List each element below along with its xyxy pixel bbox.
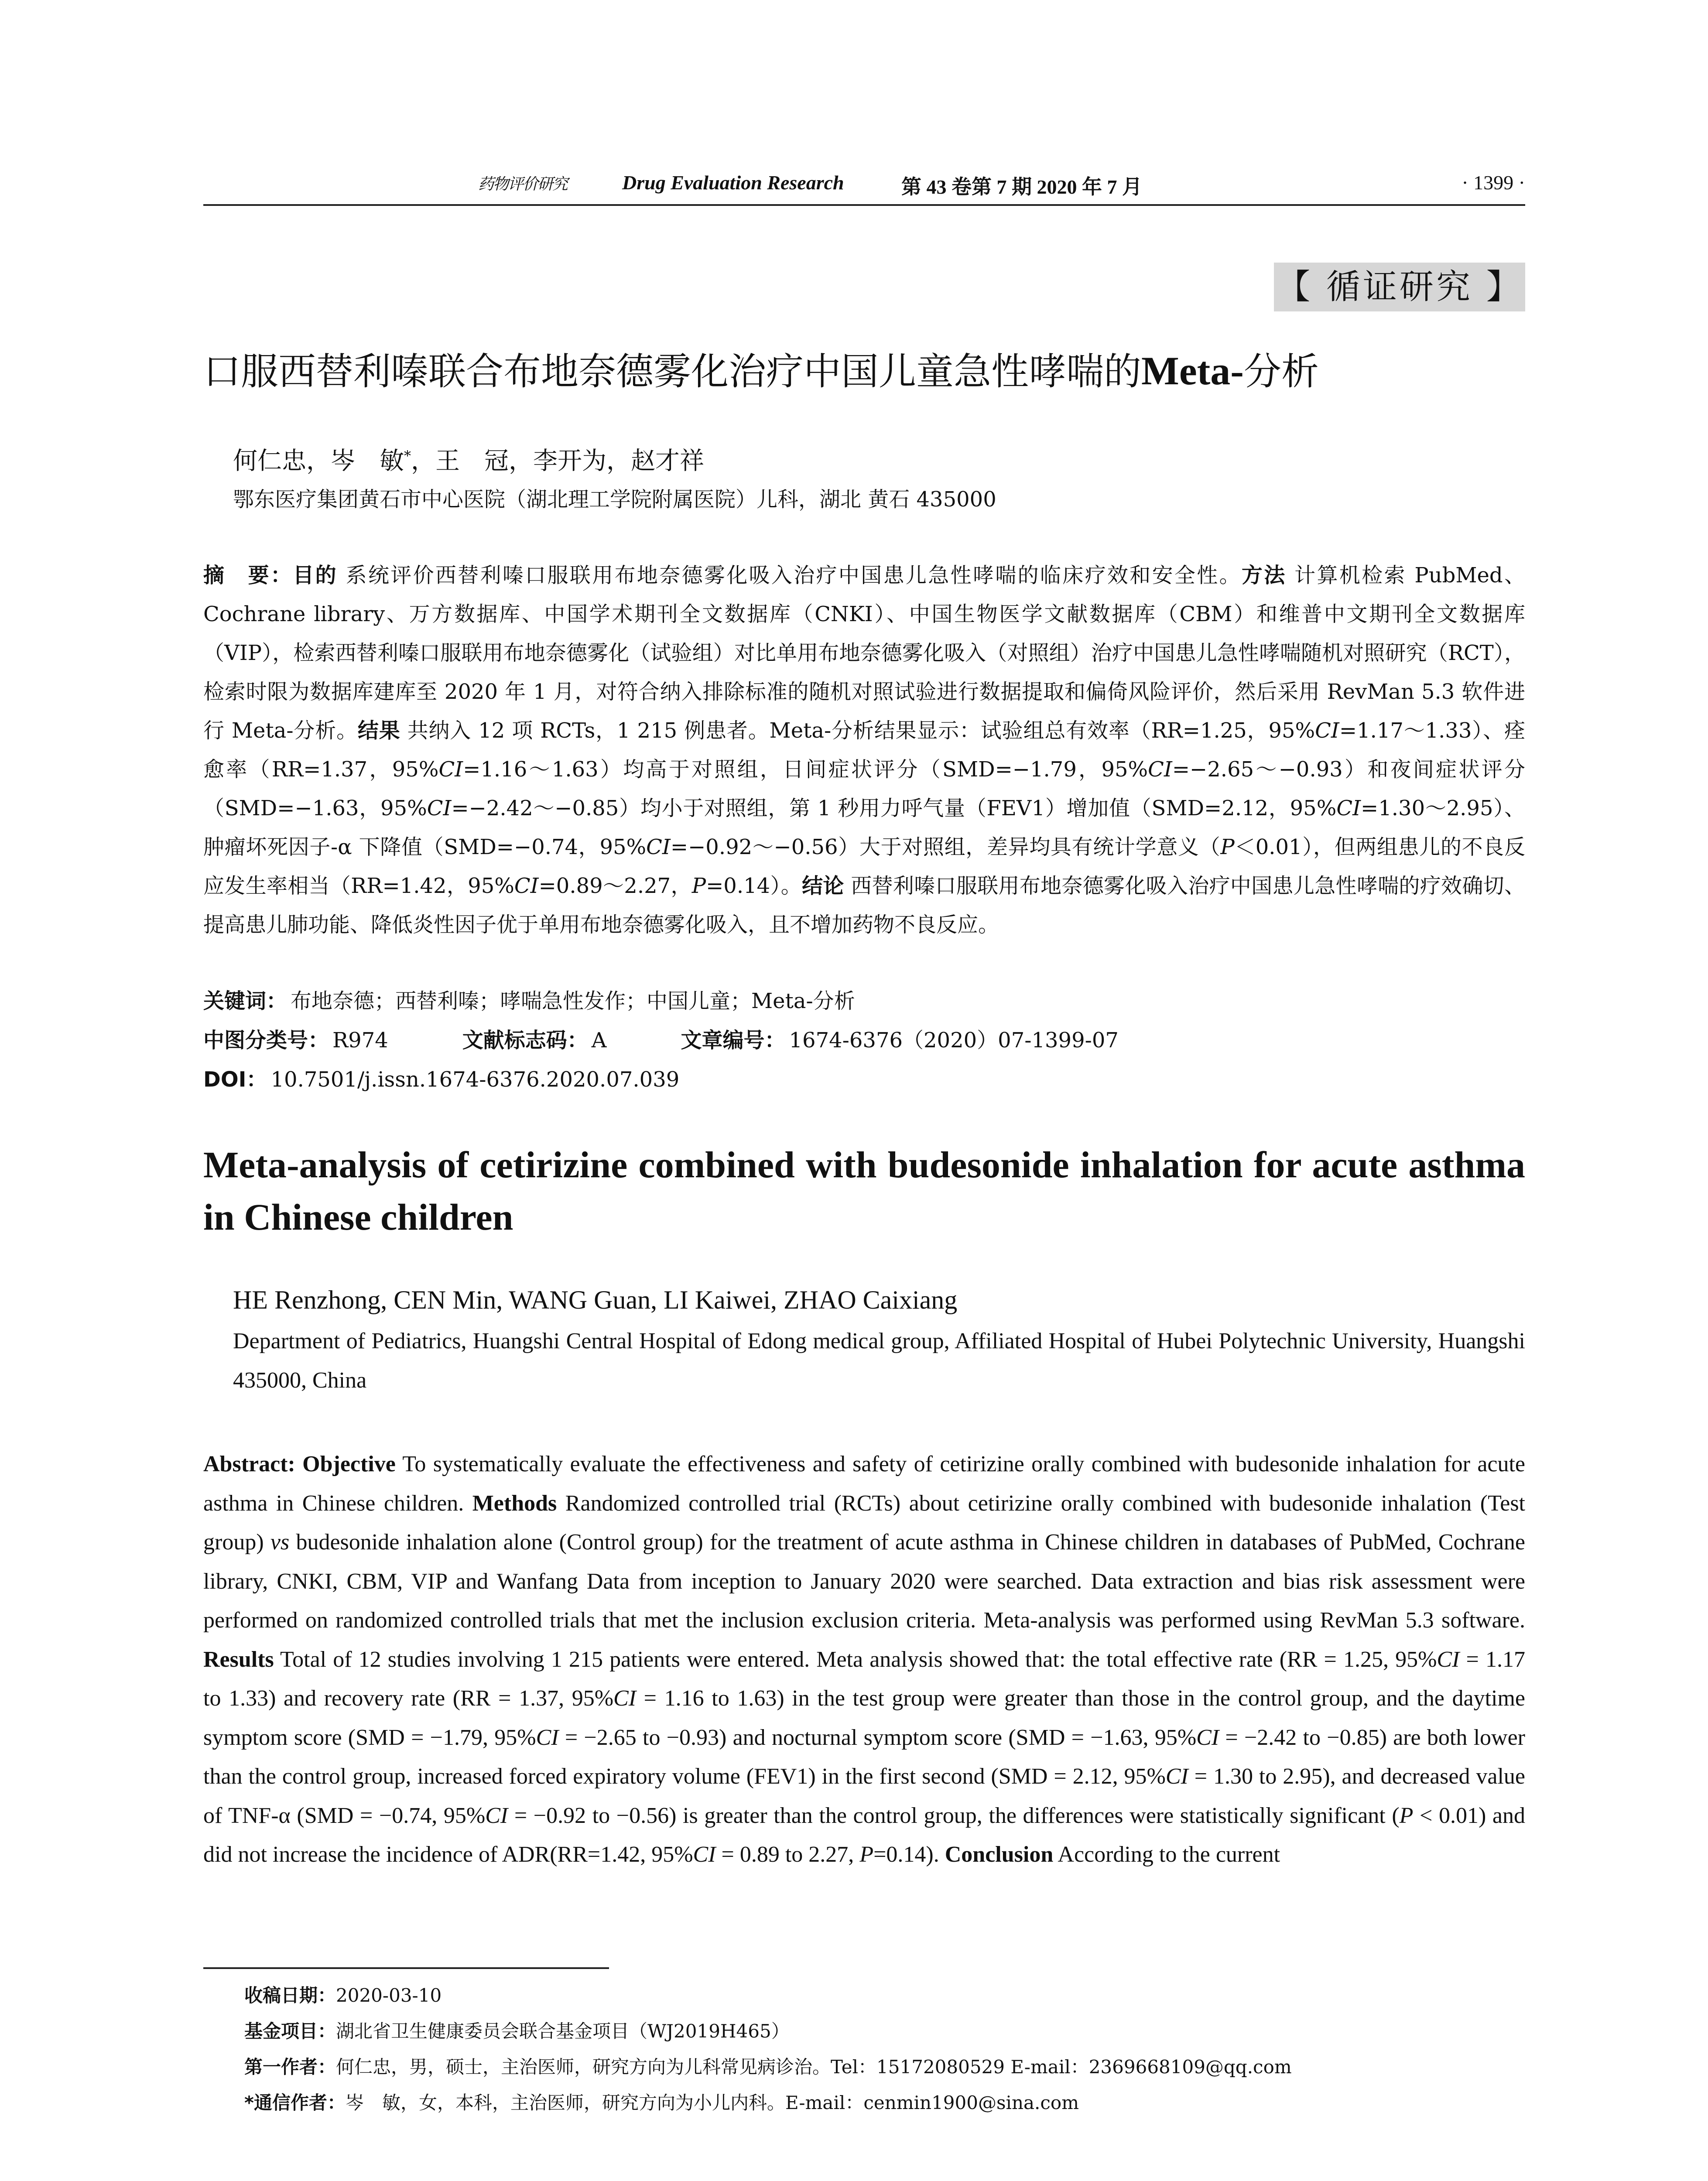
footnote-text: 岑 敏，女，本科，主治医师，研究方向为小儿内科。E-mail：cenmin1900@sina.com bbox=[345, 2092, 1079, 2113]
cn-results-text: =1.16～1.63）均高于对照组，日间症状评分（SMD=−1.79，95% bbox=[463, 757, 1148, 782]
footnote-text: 2020-03-10 bbox=[336, 1985, 442, 2006]
en-objective-label: Objective bbox=[302, 1452, 396, 1477]
en-methods-text: budesonide inhalation alone (Control group) for the treatment of acute asthma in Chinese children in databases of PubMed, Cochrane library, CNKI, CBM, VIP and Wanfang Data from inception to January 2020 were searched. Data extraction and bias risk assessment were performed on randomized controlled trials that met the inclusion exclusion criteria. Meta-analysis was performed using RevMan 5.3 software. bbox=[203, 1530, 1525, 1633]
journal-name: Drug Evaluation Research bbox=[622, 171, 844, 194]
en-results-text: = 1.30 to 2.95), and decreased value of TNF-α (SMD = −0.74, 95% bbox=[203, 1764, 1525, 1828]
cn-keywords bbox=[203, 986, 1525, 1016]
cn-conclusion-text: 西替利嗪口服联用布地奈德雾化吸入治疗中国患儿急性哮喘的疗效确切、提高患儿肺功能、降低炎性因子优于单用布地奈德雾化吸入，且不增加药物不良反应。 bbox=[203, 874, 1525, 937]
en-results-text: =0.14). bbox=[873, 1842, 945, 1867]
p-symbol: P bbox=[1220, 835, 1235, 859]
ci-symbol: CI bbox=[427, 796, 452, 820]
en-abstract bbox=[203, 1445, 1525, 1874]
en-objective-text: To systematically evaluate the effectiveness and safety of cetirizine orally combined with budesonide inhalation for acute asthma in Chinese children. bbox=[203, 1452, 1526, 1516]
en-methods-text: Randomized controlled trial (RCTs) about cetirizine orally combined with budesonide inhalation (Test group) bbox=[203, 1490, 1525, 1555]
cn-authors-b: ，王 冠，李开为，赵才祥 bbox=[411, 447, 704, 475]
cn-conclusion-label: 结论 bbox=[802, 874, 844, 898]
vs-symbol: vs bbox=[270, 1530, 290, 1555]
cn-results-text: =1.30～2.95）、肿瘤坏死因子-α 下降值（SMD=−0.74，95% bbox=[203, 796, 1525, 859]
section-tag: 【 循证研究 】 bbox=[1274, 263, 1525, 311]
cn-results-text: =−2.42～−0.85）均小于对照组，第 1 秒用力呼气量（FEV1）增加值（SMD=2.12，95% bbox=[451, 796, 1337, 820]
footnote-rule bbox=[203, 1967, 609, 1969]
clc-value: R974 bbox=[332, 1028, 388, 1053]
article-no-value: 1674-6376（2020）07-1399-07 bbox=[789, 1028, 1119, 1053]
en-results-text: = −2.65 to −0.93) and nocturnal symptom score (SMD = −1.63, 95% bbox=[558, 1725, 1197, 1750]
en-results-text: = −2.42 to −0.85) are both lower than the control group, increased forced expiratory volume (FEV1) in the first second (SMD = 2.12, 95% bbox=[203, 1725, 1525, 1789]
ci-symbol: CI bbox=[1437, 1647, 1460, 1672]
ci-symbol: CI bbox=[1336, 796, 1361, 820]
cn-results-text: =−2.65～−0.93）和夜间症状评分（SMD=−1.63，95% bbox=[203, 757, 1525, 820]
footnote-first-author bbox=[244, 2054, 1292, 2080]
en-results-text: Total of 12 studies involving 1 215 patients were entered. Meta analysis showed that: the total effective rate (RR = 1.25, 95% bbox=[274, 1647, 1437, 1672]
corresponding-mark: * bbox=[404, 448, 411, 464]
cn-results-label: 结果 bbox=[357, 718, 400, 743]
en-authors: HE Renzhong, CEN Min, WANG Guan, LI Kaiwei, ZHAO Caixiang bbox=[233, 1285, 958, 1314]
cn-methods-label: 方法 bbox=[1241, 563, 1287, 588]
en-title: Meta-analysis of cetirizine combined with budesonide inhalation for acute asthma in Chinese children bbox=[203, 1144, 1525, 1238]
clc-label: 中图分类号： bbox=[203, 1028, 329, 1053]
footnote-text: 湖北省卫生健康委员会联合基金项目（WJ2019H465） bbox=[336, 2020, 790, 2042]
doi-label: DOI： bbox=[203, 1067, 267, 1092]
article-no-label: 文章编号： bbox=[681, 1028, 786, 1053]
ci-symbol: CI bbox=[485, 1803, 508, 1828]
en-results-label: Results bbox=[203, 1647, 274, 1672]
cn-title bbox=[203, 345, 1525, 398]
ci-symbol: CI bbox=[1196, 1725, 1219, 1750]
ci-symbol: CI bbox=[514, 874, 539, 898]
cn-authors-a: 何仁忠，岑 敏 bbox=[233, 447, 404, 475]
cn-objective-text: 系统评价西替利嗪口服联用布地奈德雾化吸入治疗中国患儿急性哮喘的临床疗效和安全性。 bbox=[338, 563, 1242, 588]
en-results-text: = 0.89 to 2.27, bbox=[715, 1842, 860, 1867]
footnote-label: 收稿日期： bbox=[244, 1985, 336, 2006]
cn-abstract bbox=[203, 556, 1525, 944]
en-results-text: = 1.16 to 1.63) in the test group were greater than those in the control group, and the daytime symptom score (SMD = −1.79, 95% bbox=[203, 1686, 1525, 1750]
en-conclusion-text: According to the current bbox=[1053, 1842, 1280, 1867]
doc-code-value: A bbox=[591, 1028, 607, 1053]
en-abstract-label: Abstract: bbox=[203, 1452, 295, 1477]
footnote-corresponding bbox=[244, 2090, 1079, 2116]
en-methods-label: Methods bbox=[472, 1490, 557, 1516]
footnote-funding bbox=[244, 2018, 790, 2044]
keywords-label: 关键词： bbox=[203, 989, 288, 1013]
footnote-text: 何仁忠，男，硕士，主治医师，研究方向为儿科常见病诊治。Tel：15172080529 E-mail：2369668109@qq.com bbox=[336, 2056, 1292, 2078]
keywords-text: 布地奈德；西替利嗪；哮喘急性发作；中国儿童；Meta-分析 bbox=[291, 989, 855, 1013]
footnote-label: 基金项目： bbox=[244, 2020, 336, 2042]
en-affiliation: Department of Pediatrics, Huangshi Central Hospital of Edong medical group, Affiliated Hospital of Hubei Polytechnic University, Huangshi 435000, China bbox=[233, 1329, 1525, 1393]
cn-abstract-label: 摘 要： bbox=[203, 563, 293, 588]
cn-classification bbox=[203, 1025, 1525, 1056]
en-results-text: = 1.17 to 1.33) and recovery rate (RR = 1.37, 95% bbox=[203, 1647, 1525, 1711]
running-head bbox=[203, 171, 1525, 197]
cn-results-text: 共纳入 12 项 RCTs，1 215 例患者。Meta-分析结果显示：试验组总有效率（RR=1.25，95% bbox=[400, 718, 1315, 743]
journal-logo: 药物评价研究 bbox=[478, 175, 568, 193]
en-results-text: = −0.92 to −0.56) is greater than the control group, the differences were statistically significant ( bbox=[508, 1803, 1400, 1828]
cn-title-end: 分析 bbox=[1243, 350, 1319, 393]
en-conclusion-label: Conclusion bbox=[945, 1842, 1054, 1867]
ci-symbol: CI bbox=[613, 1686, 637, 1711]
cn-title-main: 口服西替利嗪联合布地奈德雾化治疗中国儿童急性哮喘的 bbox=[203, 350, 1141, 393]
issue-info: 第 43 卷第 7 期 2020 年 7 月 bbox=[901, 176, 1142, 198]
cn-title-latin: Meta- bbox=[1141, 349, 1244, 393]
ci-symbol: CI bbox=[646, 835, 671, 859]
cn-results-text: =0.14）。 bbox=[706, 874, 802, 898]
cn-results-text: =1.17～1.33）、痊愈率（RR=1.37，95% bbox=[203, 718, 1525, 782]
cn-affiliation: 鄂东医疗集团黄石市中心医院（湖北理工学院附属医院）儿科，湖北 黄石 435000 bbox=[233, 487, 996, 512]
cn-authors bbox=[233, 438, 704, 479]
cn-doi bbox=[203, 1064, 1525, 1095]
en-results-text: < 0.01) and did not increase the incidence of ADR(RR=1.42, 95% bbox=[203, 1803, 1525, 1867]
cn-results-text: =−0.92～−0.56）大于对照组，差异均具有统计学意义（ bbox=[670, 835, 1221, 859]
p-symbol: P bbox=[1399, 1803, 1414, 1828]
cn-results-text: =0.89～2.27， bbox=[538, 874, 692, 898]
doi-value: 10.7501/j.issn.1674-6376.2020.07.039 bbox=[270, 1067, 680, 1092]
p-symbol: P bbox=[691, 874, 706, 898]
footnote-label: *通信作者： bbox=[244, 2092, 346, 2113]
cn-methods-text: 计算机检索 PubMed、Cochrane library、万方数据库、中国学术期刊全文数据库（CNKI）、中国生物医学文献数据库（CBM）和维普中文期刊全文数据库（VIP），检索西替利嗪口服联用布地奈德雾化（试验组）对比单用布地奈德雾化吸入（对照组）治疗中国患儿急性哮喘随机对照研究（RCT），检索时限为数据库建库至 2020 年 1 月，对符合纳入排除标准的随机对照试验进行数据提取和偏倚风险评价，然后采用 RevMan 5.3 软件进行 Meta-分析。 bbox=[203, 563, 1525, 743]
ci-symbol: CI bbox=[536, 1725, 559, 1750]
footnote-received bbox=[244, 1983, 442, 2009]
ci-symbol: CI bbox=[693, 1842, 716, 1867]
header-rule bbox=[203, 204, 1525, 206]
ci-symbol: CI bbox=[1165, 1764, 1188, 1789]
doc-code-label: 文献标志码： bbox=[462, 1028, 588, 1053]
ci-symbol: CI bbox=[1148, 757, 1172, 782]
ci-symbol: CI bbox=[438, 757, 463, 782]
footnote-label: 第一作者： bbox=[244, 2056, 336, 2078]
page-number: · 1399 · bbox=[1462, 171, 1525, 194]
ci-symbol: CI bbox=[1315, 718, 1339, 743]
p-symbol: P bbox=[859, 1842, 874, 1867]
cn-objective-label: 目的 bbox=[293, 563, 338, 588]
cn-results-text: ＜0.01），但两组患儿的不良反应发生率相当（RR=1.42，95% bbox=[203, 835, 1525, 898]
